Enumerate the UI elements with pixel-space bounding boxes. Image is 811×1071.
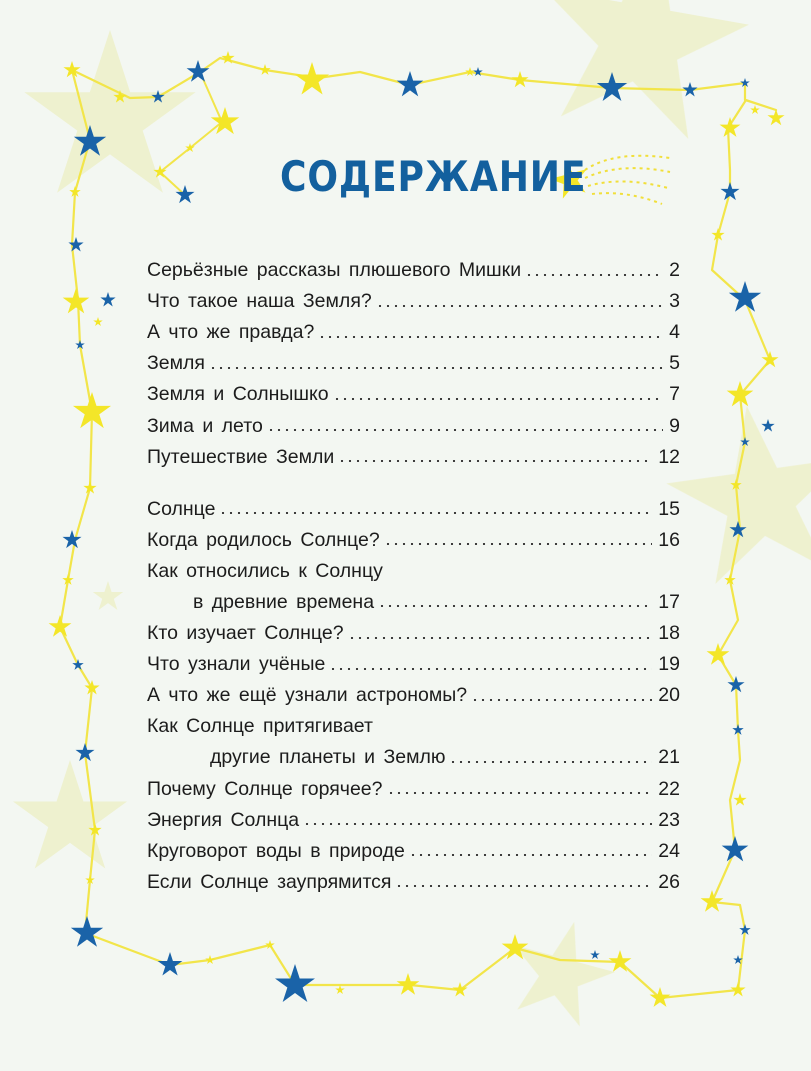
toc-entry[interactable]	[147, 442, 680, 473]
toc-entry-title: Как относились к Солнцу	[147, 559, 383, 582]
dot-leader	[209, 367, 663, 369]
toc-entry[interactable]	[147, 680, 680, 711]
toc-entry-title-continuation: другие планеты и Землю	[210, 746, 446, 769]
toc-entry[interactable]	[147, 317, 680, 348]
toc-entry-title: Серьёзные рассказы плюшевого Мишки	[147, 259, 522, 282]
toc-entry-title: Как Солнце притягивает	[147, 715, 373, 738]
toc-page-number: 3	[669, 290, 680, 313]
toc-page-number: 23	[658, 808, 680, 831]
dot-leader	[395, 885, 652, 887]
toc-page-number: 12	[658, 445, 680, 468]
toc-entry-title: Энергия Солнца	[147, 808, 300, 831]
toc-entry-continuation[interactable]	[147, 742, 680, 773]
toc-entry-first-line[interactable]	[147, 711, 680, 742]
toc-entry-title: Круговорот воды в природе	[147, 839, 405, 862]
toc-page-number: 5	[669, 352, 680, 375]
toc-entry-first-line[interactable]	[147, 556, 680, 587]
toc-page-number: 7	[669, 383, 680, 406]
dot-leader	[376, 305, 663, 307]
dot-leader	[267, 429, 663, 431]
toc-page-number: 24	[658, 839, 680, 862]
toc-entry[interactable]	[147, 774, 680, 805]
dot-leader	[471, 699, 652, 701]
table-of-contents	[147, 255, 680, 898]
toc-entry-title: А что же правда?	[147, 321, 315, 344]
dot-leader	[525, 274, 663, 276]
toc-page-number: 16	[658, 528, 680, 551]
toc-page-number: 26	[658, 870, 680, 893]
toc-page-number: 18	[658, 622, 680, 645]
dot-leader	[387, 792, 653, 794]
dot-leader	[318, 336, 663, 338]
toc-entry[interactable]	[147, 255, 680, 286]
toc-entry-title: Солнце	[147, 497, 216, 520]
toc-entry[interactable]	[147, 836, 680, 867]
toc-entry-title: Если Солнце заупрямится	[147, 870, 392, 893]
toc-entry[interactable]	[147, 867, 680, 898]
toc-page-number: 15	[658, 497, 680, 520]
toc-page-number: 2	[669, 259, 680, 282]
toc-page-number: 21	[658, 746, 680, 769]
toc-entry[interactable]	[147, 805, 680, 836]
toc-entry-title: Когда родилось Солнце?	[147, 528, 380, 551]
dot-leader	[378, 605, 652, 607]
toc-entry-title: Почему Солнце горячее?	[147, 777, 383, 800]
toc-entry[interactable]	[147, 379, 680, 410]
dot-leader	[384, 543, 653, 545]
toc-entry-title: Земля	[147, 352, 205, 375]
toc-entry-title: Зима и лето	[147, 414, 263, 437]
toc-entry-title-continuation: в древние времена	[193, 590, 375, 613]
toc-page-number: 4	[669, 321, 680, 344]
toc-entry-continuation[interactable]	[147, 587, 680, 618]
toc-page-number: 17	[658, 590, 680, 613]
toc-entry-title: Что такое наша Земля?	[147, 290, 372, 313]
dot-leader	[449, 761, 652, 763]
toc-page-number: 19	[658, 653, 680, 676]
toc-entry-title: Земля и Солнышко	[147, 383, 329, 406]
dot-leader	[219, 512, 652, 514]
toc-entry[interactable]	[147, 649, 680, 680]
toc-entry-title: Что узнали учёные	[147, 653, 326, 676]
toc-entry-title: Путешествие Земли	[147, 445, 335, 468]
toc-entry[interactable]	[147, 410, 680, 441]
toc-entry[interactable]	[147, 286, 680, 317]
toc-entry[interactable]	[147, 348, 680, 379]
dot-leader	[338, 460, 652, 462]
toc-entry[interactable]	[147, 525, 680, 556]
dot-leader	[348, 637, 653, 639]
toc-page-number: 22	[658, 777, 680, 800]
toc-entry-title: Кто изучает Солнце?	[147, 622, 344, 645]
dot-leader	[409, 854, 653, 856]
toc-page-number: 9	[669, 414, 680, 437]
toc-page-number: 20	[658, 684, 680, 707]
toc-entry-title: А что же ещё узнали астрономы?	[147, 684, 468, 707]
toc-entry[interactable]	[147, 618, 680, 649]
dot-leader	[303, 823, 652, 825]
dot-leader	[329, 668, 652, 670]
dot-leader	[333, 398, 664, 400]
toc-entry[interactable]	[147, 494, 680, 525]
page-title: СОДЕРЖАНИЕ	[280, 152, 587, 201]
